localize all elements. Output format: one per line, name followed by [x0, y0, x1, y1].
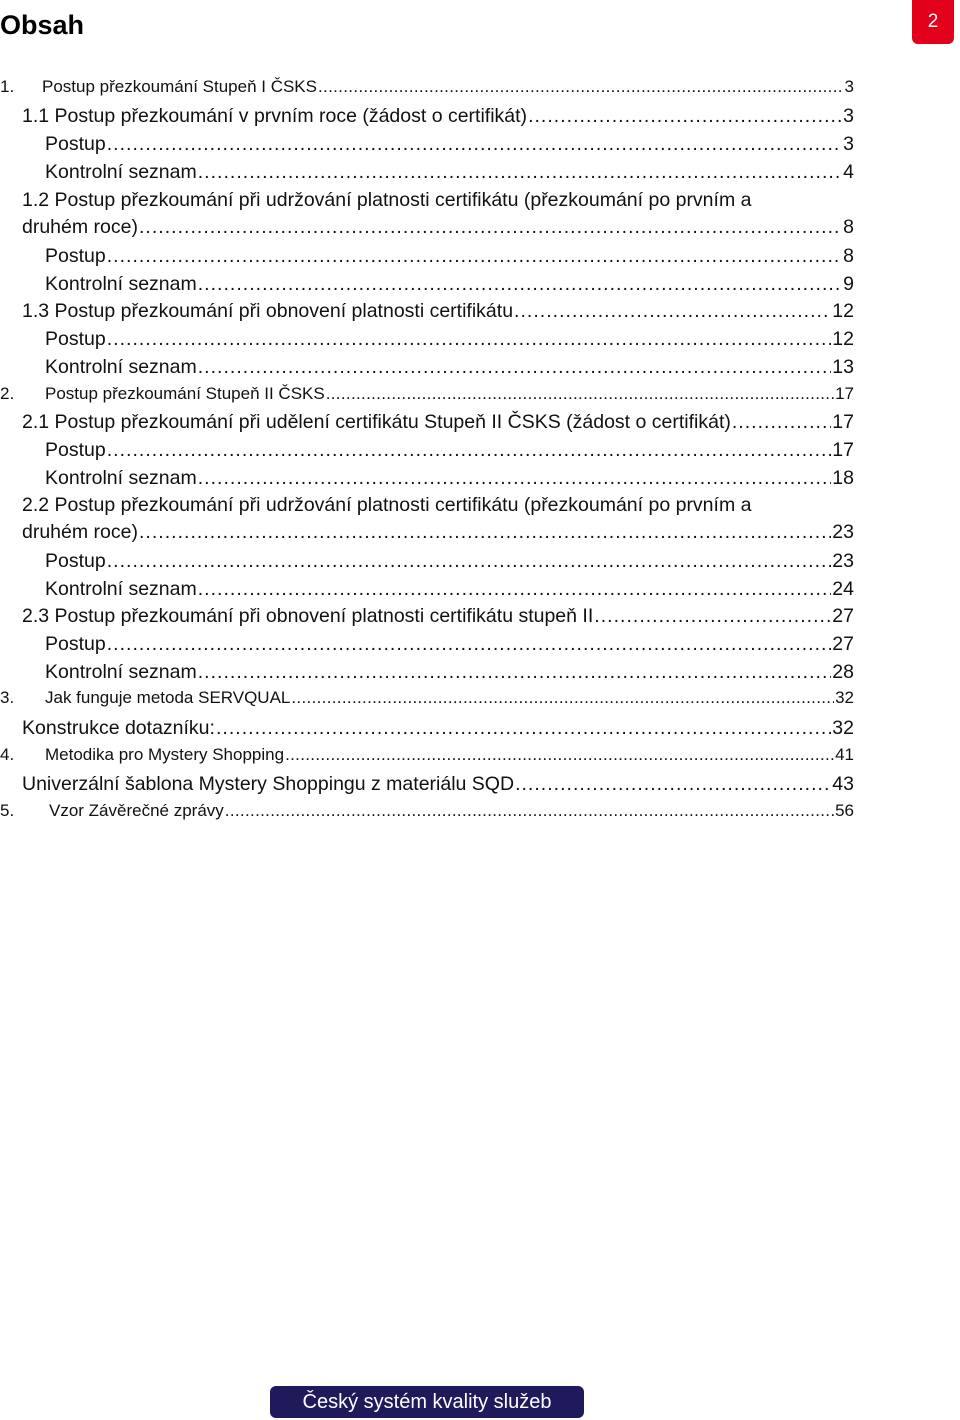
toc-entry-5[interactable] — [0, 801, 854, 821]
toc-dot-leader — [291, 688, 834, 708]
toc-dot-leader — [198, 273, 842, 295]
toc-entry-2-1[interactable] — [22, 411, 854, 433]
toc-entry-number: 3. — [0, 688, 15, 707]
toc-dot-leader — [515, 773, 831, 795]
toc-entry-2-2[interactable] — [22, 494, 854, 544]
toc-entry-label: Jak funguje metoda SERVQUAL — [45, 688, 291, 707]
toc-dot-leader — [107, 439, 832, 461]
toc-entry-page: 23 — [832, 521, 854, 544]
toc-entry-1-3[interactable] — [22, 300, 854, 322]
toc-dot-leader — [198, 578, 832, 600]
toc-dot-leader — [198, 661, 832, 683]
toc-entry-label: Postup — [45, 633, 106, 655]
toc-entry-page: 56 — [835, 801, 854, 820]
toc-entry-label: Kontrolní seznam — [45, 161, 197, 183]
toc-entry-label: 2.3 Postup přezkoumání při obnovení platnosti certifikátu stupeň II — [22, 605, 594, 627]
toc-entry-postup[interactable] — [45, 133, 854, 155]
toc-dot-leader — [285, 745, 834, 765]
toc-entry-label: 2.1 Postup přezkoumání při udělení certifikátu Stupeň II ČSKS (žádost o certifikát) — [22, 411, 731, 433]
toc-dot-leader — [107, 133, 842, 155]
toc-entry-page: 3 — [844, 77, 854, 96]
toc-dot-leader — [594, 605, 831, 627]
toc-entry-label: 2.2 Postup přezkoumání při udržování platnosti certifikátu (přezkoumání po prvním a — [22, 494, 752, 516]
page-number-badge: 2 — [912, 0, 954, 44]
toc-entry-label: Kontrolní seznam — [45, 661, 197, 683]
toc-entry-kontrolni-seznam[interactable] — [45, 467, 854, 489]
toc-entry-postup[interactable] — [45, 328, 854, 350]
toc-dot-leader — [514, 300, 831, 322]
toc-entry-label: Metodika pro Mystery Shopping — [45, 745, 285, 764]
toc-entry-page: 3 — [843, 133, 854, 155]
toc-entry-number: 5. — [0, 801, 15, 820]
toc-entry-label: Postup — [45, 328, 106, 350]
toc-entry-3[interactable] — [0, 688, 854, 708]
toc-dot-leader — [107, 633, 832, 655]
toc-entry-label: Postup — [45, 550, 106, 572]
toc-entry-label: Kontrolní seznam — [45, 578, 197, 600]
toc-dot-leader — [198, 467, 832, 489]
toc-entry-number: 1. — [0, 77, 15, 96]
toc-entry-page: 32 — [835, 688, 854, 707]
toc-entry-page: 41 — [835, 745, 854, 764]
toc-entry-label: 1.3 Postup přezkoumání při obnovení platnosti certifikátu — [22, 300, 514, 322]
toc-dot-leader — [216, 717, 831, 739]
toc-entry-label: Postup — [45, 133, 106, 155]
page-title: Obsah — [0, 10, 85, 40]
toc-dot-leader — [198, 161, 842, 183]
toc-entry-kontrolni-seznam[interactable] — [45, 356, 854, 378]
toc-dot-leader — [225, 801, 834, 821]
toc-entry-page: 8 — [843, 216, 854, 239]
toc-entry-page: 12 — [832, 328, 854, 350]
toc-entry-postup[interactable] — [45, 245, 854, 267]
toc-entry-konstrukce-dotazniku[interactable] — [22, 717, 854, 739]
toc-entry-label: Postup — [45, 439, 106, 461]
toc-entry-page: 28 — [832, 661, 854, 683]
toc-entry-page: 4 — [843, 161, 854, 183]
toc-dot-leader — [326, 384, 834, 404]
toc-entry-2[interactable] — [0, 384, 854, 404]
toc-entry-number: 2. — [0, 384, 15, 403]
toc-entry-postup[interactable] — [45, 550, 854, 572]
toc-entry-label: Konstrukce dotazníku: — [22, 717, 215, 739]
toc-dot-leader — [139, 521, 831, 543]
toc-entry-label: 1.2 Postup přezkoumání při udržování platnosti certifikátu (přezkoumání po prvním a — [22, 189, 752, 211]
toc-entry-page: 13 — [832, 356, 854, 378]
toc-entry-label: 1.1 Postup přezkoumání v prvním roce (žádost o certifikát) — [22, 105, 528, 127]
toc-entry-page: 17 — [832, 411, 854, 433]
toc-dot-leader — [139, 216, 842, 238]
toc-entry-label: Univerzální šablona Mystery Shoppingu z materiálu SQD — [22, 773, 515, 795]
toc-dot-leader — [107, 245, 842, 267]
toc-entry-page: 18 — [832, 467, 854, 489]
toc-entry-kontrolni-seznam[interactable] — [45, 578, 854, 600]
toc-dot-leader — [732, 411, 831, 433]
toc-entry-page: 9 — [843, 273, 854, 295]
toc-entry-page: 32 — [832, 717, 854, 739]
toc-entry-2-3[interactable] — [22, 605, 854, 627]
toc-entry-page: 24 — [832, 578, 854, 600]
toc-entry-label: Kontrolní seznam — [45, 273, 197, 295]
toc-entry-page: 27 — [832, 605, 854, 627]
toc-entry-label-continued: druhém roce) — [22, 216, 138, 239]
toc-entry-page: 12 — [832, 300, 854, 322]
toc-dot-leader — [107, 328, 832, 350]
toc-entry-label: Vzor Závěrečné zprávy — [49, 801, 224, 820]
toc-entry-label: Kontrolní seznam — [45, 356, 197, 378]
toc-dot-leader — [528, 105, 842, 127]
toc-entry-1-1[interactable] — [22, 105, 854, 127]
toc-entry-univerzalni-sablona[interactable] — [22, 773, 854, 795]
toc-entry-page: 17 — [835, 384, 854, 403]
toc-entry-label: Postup — [45, 245, 106, 267]
toc-entry-label: Postup přezkoumání Stupeň I ČSKS — [42, 77, 317, 96]
toc-dot-leader — [107, 550, 832, 572]
toc-entry-postup[interactable] — [45, 633, 854, 655]
toc-entry-label: Postup přezkoumání Stupeň II ČSKS — [45, 384, 325, 403]
toc-entry-kontrolni-seznam[interactable] — [45, 161, 854, 183]
toc-entry-page: 27 — [832, 633, 854, 655]
toc-entry-page: 3 — [843, 105, 854, 127]
toc-entry-1-2[interactable] — [22, 189, 854, 239]
toc-entry-page: 8 — [843, 245, 854, 267]
footer-banner: Český systém kvality služeb — [270, 1386, 584, 1418]
toc-entry-1[interactable] — [0, 77, 854, 97]
toc-entry-kontrolni-seznam[interactable] — [45, 273, 854, 295]
toc-dot-leader — [198, 356, 832, 378]
toc-entry-label: Kontrolní seznam — [45, 467, 197, 489]
toc-entry-page: 17 — [832, 439, 854, 461]
toc-entry-page: 43 — [832, 773, 854, 795]
toc-entry-page: 23 — [832, 550, 854, 572]
toc-entry-label-continued: druhém roce) — [22, 521, 138, 544]
toc-dot-leader — [318, 77, 844, 97]
toc-entry-postup[interactable] — [45, 439, 854, 461]
toc-entry-number: 4. — [0, 745, 15, 764]
toc-entry-kontrolni-seznam[interactable] — [45, 661, 854, 683]
toc-entry-4[interactable] — [0, 745, 854, 765]
